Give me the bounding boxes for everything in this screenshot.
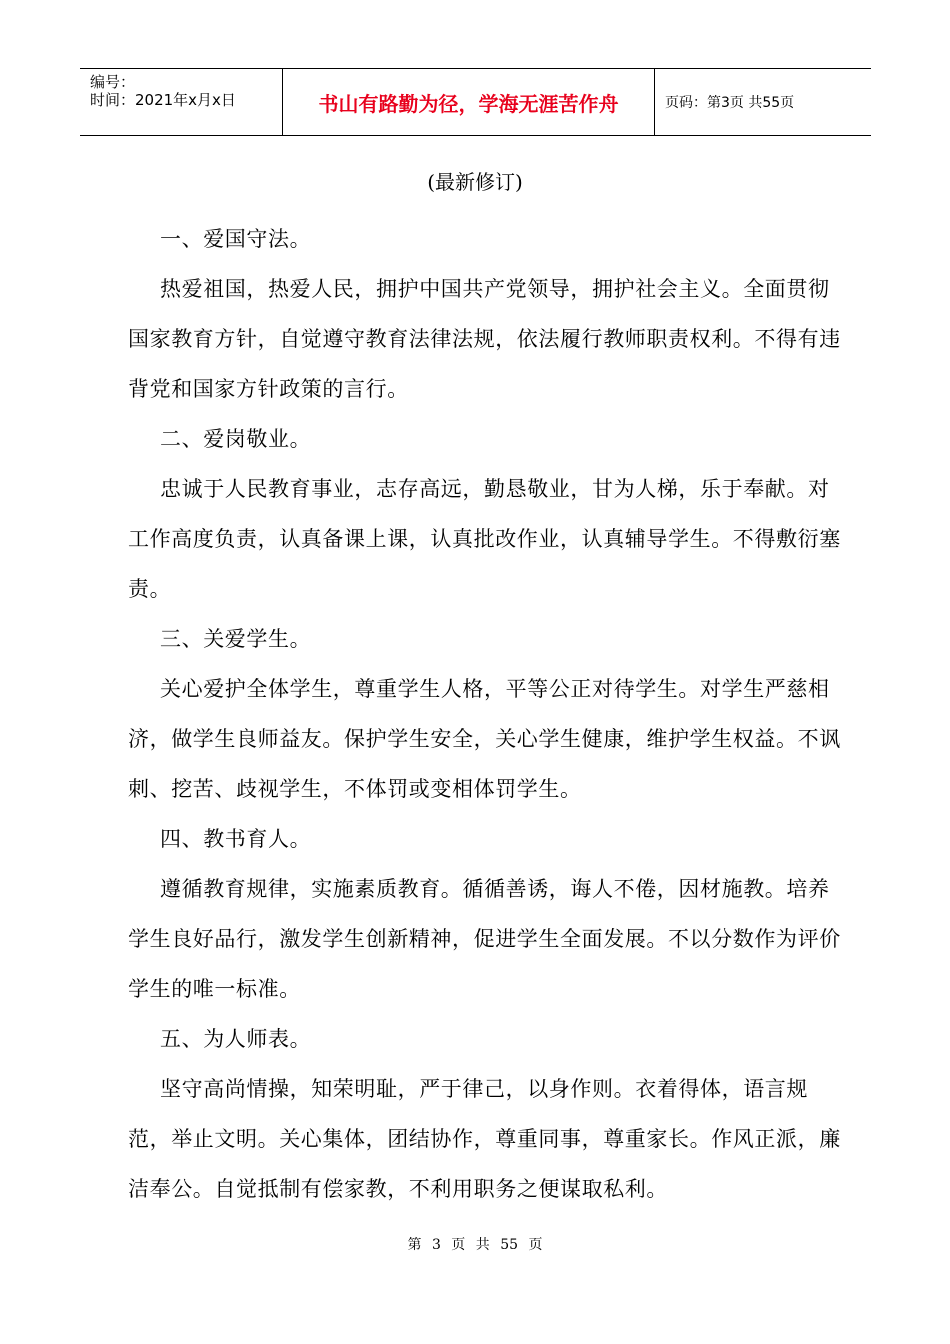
section-body-5: 坚守高尚情操，知荣明耻，严于律己，以身作则。衣着得体，语言规范，举止文明。关心集体，团结协作，尊重同事，尊重家长。作风正派，廉洁奉公。自觉抵制有偿家教，不利用职务之便谋取私利。 [128, 1077, 841, 1201]
header-page-info: 页码：第3页 共55页 [665, 95, 795, 111]
document-body [128, 214, 848, 1214]
section-heading-2: 二、爱岗敬业。 [160, 427, 312, 451]
section-body-2: 忠诚于人民教育事业，志存高远，勤恳敬业，甘为人梯，乐于奉献。对工作高度负责，认真备课上课，认真批改作业，认真辅导学生。不得敷衍塞责。 [128, 477, 841, 601]
section-heading-5: 五、为人师表。 [160, 1027, 312, 1051]
page-footer: 第 3 页 共 55 页 [407, 1237, 543, 1253]
section-heading-1: 一、爱国守法。 [160, 227, 312, 251]
section-heading-3: 三、关爱学生。 [160, 627, 312, 651]
header-left-cell [80, 69, 283, 135]
document-date: 时间：2021年x月x日 [90, 91, 236, 109]
section-heading-4: 四、教书育人。 [160, 827, 312, 851]
section-body-1: 热爱祖国，热爱人民，拥护中国共产党领导，拥护社会主义。全面贯彻国家教育方针，自觉遵守教育法律法规，依法履行教师职责权利。不得有违背党和国家方针政策的言行。 [128, 277, 841, 401]
document-subtitle: (最新修订) [427, 170, 523, 194]
document-number-label: 编号： [90, 73, 136, 91]
header-motto: 书山有路勤为径，学海无涯苦作舟 [283, 69, 655, 135]
page-header [80, 68, 871, 136]
section-body-4: 遵循教育规律，实施素质教育。循循善诱，诲人不倦，因材施教。培养学生良好品行，激发学生创新精神，促进学生全面发展。不以分数作为评价学生的唯一标准。 [128, 877, 841, 1001]
section-body-3: 关心爱护全体学生，尊重学生人格，平等公正对待学生。对学生严慈相济，做学生良师益友。保护学生安全，关心学生健康，维护学生权益。不讽刺、挖苦、歧视学生，不体罚或变相体罚学生。 [128, 677, 841, 801]
